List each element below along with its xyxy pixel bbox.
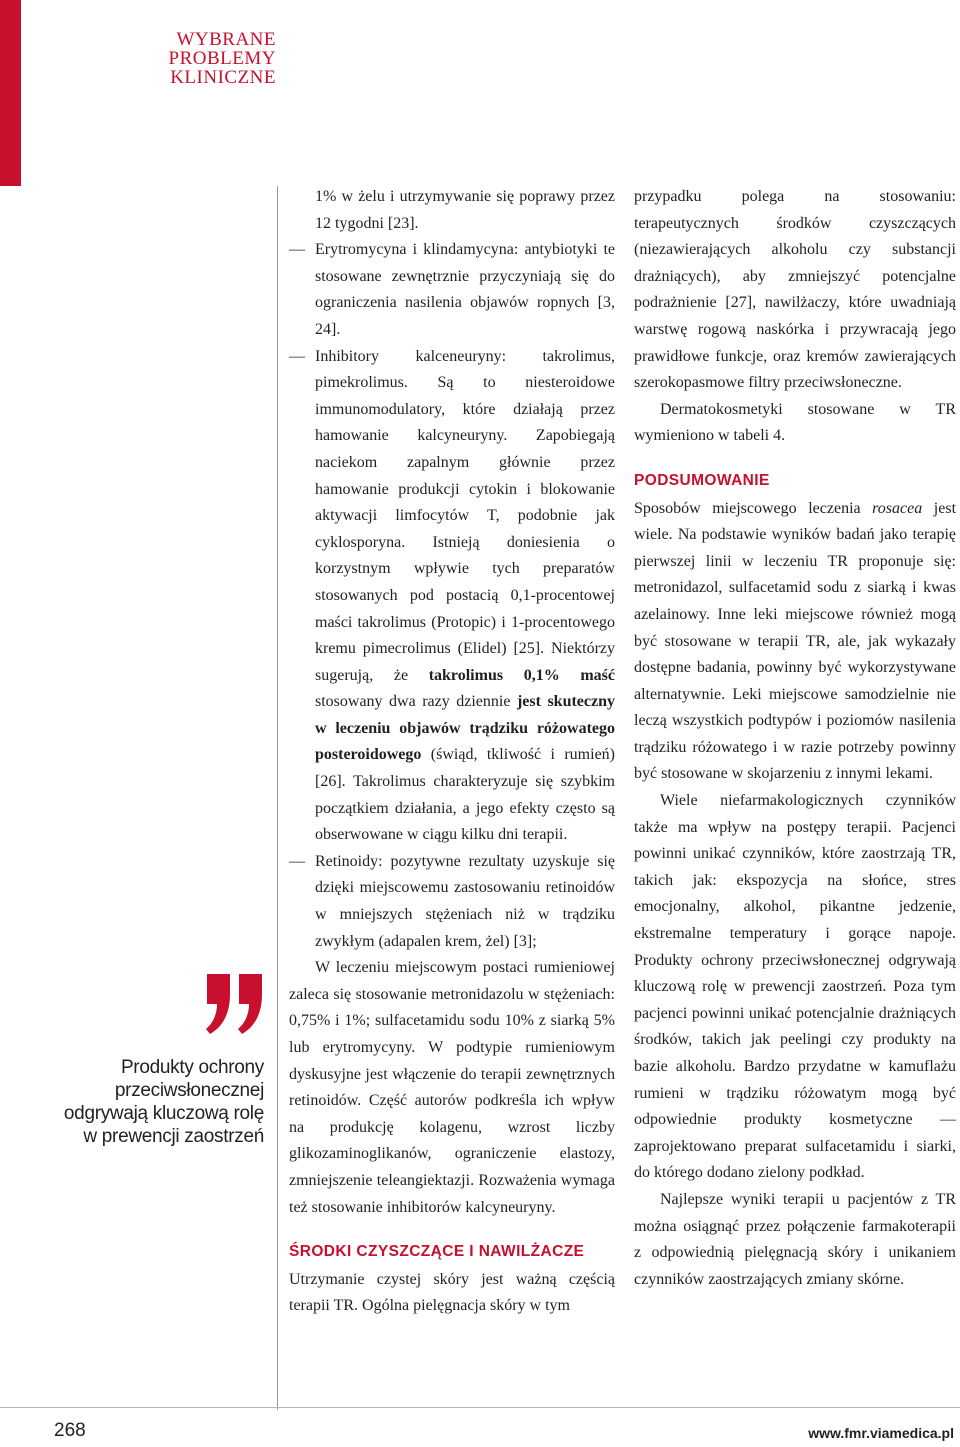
text-run: Inhibitory kalceneuryny: takrolimus, pimekrolimus. Są to niesteroidowe immunomodulatory, które działają przez hamowanie kalcyneuryny. Zapobiegają naciekom zapalnym głównie przez hamowanie produkcji cytokin i blokowanie aktywacji limfocytów T, podobnie jak cyklosporyna. Istnieją doniesienia o korzystnym wpływie tych preparatów stosowanych pod postacią 0,1-procentowej maści takrolimus (Protopic) i 1-procentowego kremu pimecrolimus (Elidel) [25]. Niektórzy sugerują, że bbox=[315, 347, 615, 684]
paragraph: Dermatokosmetyki stosowane w TR wymieniono w tabeli 4. bbox=[634, 400, 956, 445]
paragraph: Utrzymanie czystej skóry jest ważną częścią terapii TR. Ogólna pielęgnacja skóry w tym bbox=[289, 1270, 615, 1315]
bold-text: jest skuteczny w leczeniu objawów trądziku różowatego posteroidowego bbox=[315, 693, 615, 764]
list-item-erythromycin: — Erytromycyna i klindamycyna: antybiotyki te stosowane zewnętrznie przyczyniają się do ograniczenia nasilenia objawów ropnych [3, 24]. bbox=[289, 237, 615, 343]
pull-quote-line: odgrywają kluczową rolę bbox=[63, 1103, 264, 1124]
pull-quote-line: w prewencji zaostrzeń bbox=[83, 1126, 264, 1147]
paragraph: Najlepsze wyniki terapii u pacjentów z TR można osiągnąć przez połączenie farmakoterapii z odpowiednią pielęgnacją skóry i unikaniem czynników zaostrzających zmiany skórne. bbox=[634, 1190, 956, 1288]
right-column bbox=[634, 184, 956, 1293]
section-heading: PODSUMOWANIE bbox=[634, 471, 770, 489]
bold-text: takrolimus 0,1% maść bbox=[428, 666, 615, 684]
paragraph: Wiele niefarmakologicznych czynników także ma wpływ na postępy terapii. Pacjenci powinni unikać czynników, które zaostrzają TR, takich jak: ekspozycja na słońce, stres emocjonalny, alkohol, pikantne jedzenie, ekstremalne temperatury i gorące napoje. Produkty ochrony przeciwsłonecznej odgrywają kluczową rolę w prewencji zaostrzeń. Poza tym pacjenci powinni unikać potencjalnie drażniących środków, takich jak peelingi czy produkty na bazie alkoholu. Bardzo przydatne w kamuflażu rumieni w trądziku różowatym mogą być odpowiednie produkty kosmetyczne — zaprojektowano preparat sulfacetamidu i siarki, do którego dodano zielony podkład. bbox=[634, 792, 956, 1182]
pull-quote bbox=[50, 1056, 264, 1148]
middle-column bbox=[289, 184, 615, 1320]
text-run: stosowany dwa razy dziennie bbox=[315, 693, 517, 711]
website-link[interactable]: www.fmr.viamedica.pl bbox=[808, 1425, 954, 1441]
paragraph: przypadku polega na stosowaniu: terapeutycznych środków czyszczących (niezawierających alkoholu czy substancji drażniących), aby zmniejszyć potencjalne podrażnienie [27], nawilżaczy, które uwadniają warstwę rogową naskórka i przywracają jego prawidłowe funkcje, oraz kremów zawierających szerokopasmowe filtry przeciwsłoneczne. bbox=[634, 188, 956, 392]
pull-quote-line: Produkty ochrony bbox=[120, 1057, 264, 1078]
section-label-line: KLINICZNE bbox=[170, 67, 276, 88]
list-item-retinoids: — Retinoidy: pozytywne rezultaty uzyskuje się dzięki miejscowemu zastosowaniu retinoidów w mniejszych stężeniach niż w trądziku zwykłym (adapalen krem, żel) [3]; bbox=[289, 849, 615, 955]
paragraph bbox=[634, 496, 956, 789]
text-run: Sposobów miejscowego leczenia bbox=[634, 499, 873, 517]
closing-quote-icon bbox=[204, 972, 266, 1036]
section-heading: ŚRODKI CZYSZCZĄCE I NAWILŻACZE bbox=[289, 1243, 585, 1261]
section-label-line: WYBRANE bbox=[176, 29, 276, 50]
red-accent-bar bbox=[0, 0, 21, 186]
footer-divider bbox=[0, 1407, 960, 1408]
pull-quote-line: przeciwsłonecznej bbox=[114, 1080, 264, 1101]
section-label-line: PROBLEMY bbox=[168, 48, 276, 69]
paragraph: W leczeniu miejscowym postaci rumieniowej zaleca się stosowanie metronidazolu w stężeniach: 0,75% i 1%; sulfacetamidu sodu 10% z siarką 5% lub erytromycyny. W podtypie rumieniowym dyskusyjne jest włączenie do terapii zewnętrznych retinoidów. Część autorów podkreśla ich wpływ na produkcję kolagenu, wzrost liczby glikozaminoglikanów, ograniczenie elastozy, zmniejszenie teleangiektazji. Rozważenia wymaga też stosowanie inhibitorów kalcyneuryny. bbox=[289, 959, 615, 1216]
page-number: 268 bbox=[54, 1420, 86, 1441]
list-item-calcineurin-inhibitors bbox=[289, 344, 615, 849]
column-divider bbox=[277, 186, 278, 1410]
text-run: jest wiele. Na podstawie wyników badań jako terapię pierwszej linii w leczeniu TR proponuje się: metronidazol, sulfacetamid sodu z siarką i kwas azelainowy. Inne leki miejscowe również mogą być stosowane w terapii TR, ale, jak wykazały dostępne badania, powinny być wykorzystywane alternatywnie. Leki miejscowe samodzielnie nie leczą wszystkich podtypów i poziomów nasilenia trądziku różowatego i w razie potrzeby powinny być stosowane w skojarzeniu z innymi lekami. bbox=[634, 499, 957, 783]
italic-text: rosacea bbox=[872, 499, 923, 517]
text-run: (świąd, tkliwość i rumień) [26]. Takrolimus charakteryzuje się szybkim początkiem działania, a jego efekty często są obserwowane w ciągu kilku dni terapii. bbox=[315, 746, 615, 844]
section-label bbox=[130, 30, 276, 87]
paragraph: 1% w żelu i utrzymywanie się poprawy przez 12 tygodni [23]. bbox=[315, 188, 615, 232]
